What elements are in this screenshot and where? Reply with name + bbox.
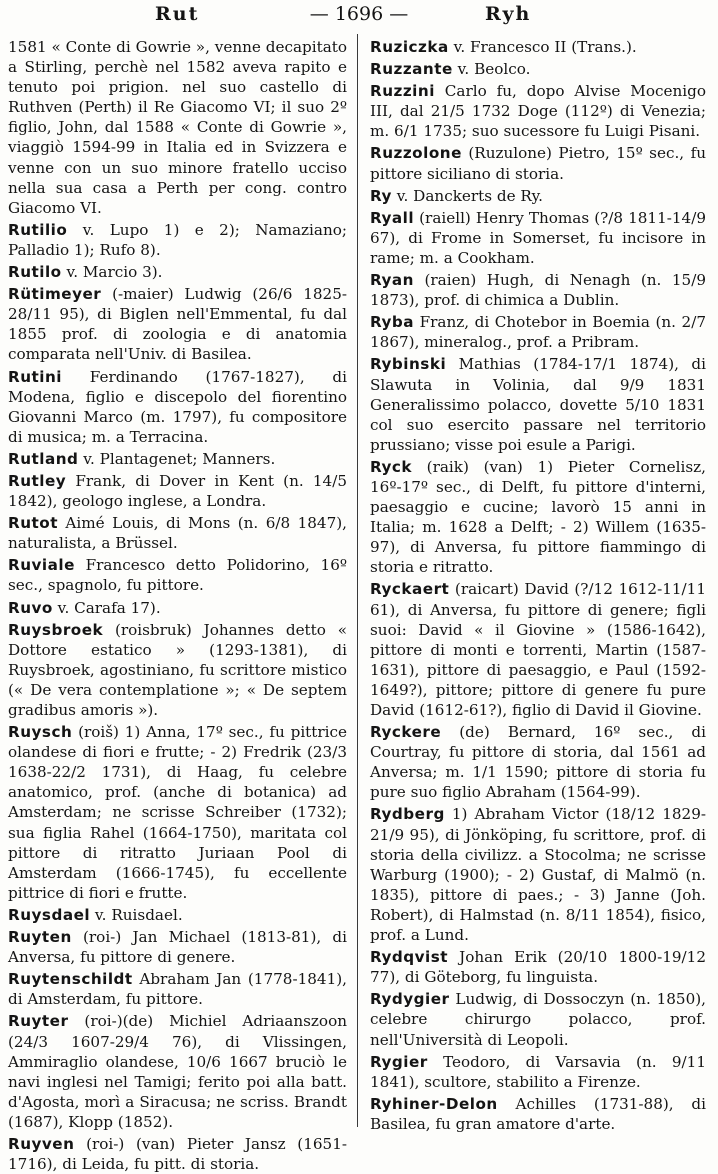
dictionary-entry — [370, 143, 706, 183]
entry-headword: Rydqvist — [370, 948, 449, 967]
dictionary-entry — [370, 579, 706, 720]
running-head-right: Ryh — [485, 3, 532, 25]
entry-headword: Ruysdael — [8, 905, 91, 924]
entry-text: (Ruzulone) Pietro, 15º sec., fu pittore siciliano di storia. — [370, 144, 706, 183]
dictionary-entry — [370, 312, 706, 352]
entry-text: Achilles (1731-88), di Basilea, fu gran amatore d'arte. — [370, 1094, 706, 1133]
dictionary-entry — [370, 37, 706, 57]
entry-headword: Rydygier — [370, 990, 450, 1009]
entry-text: (roiš) 1) Anna, 17º sec., fu pittrice olandese di fiori e frutte; - 2) Fredrik (23/3 1638-22/2 1731), di Haag, fu celebre anatomico, prof. (anche di botanica) ad Amsterdam; ne scrisse Schreiber (1732); sua figlia Rahel (1664-1750), maritata col pittore di ritratto Juriaan Pool di Amsterdam (1666-1745), fu eccellente pittrice di fiori e frutte. — [8, 723, 347, 902]
entry-text: v. Ruisdael. — [90, 905, 183, 924]
dictionary-entry — [8, 555, 347, 595]
entry-text: Ferdinando (1767-1827), di Modena, figlio e discepolo del fiorentino Giovanni Marco (m. 1797), fu compositore di musica; m. a Terracina. — [8, 367, 347, 446]
entry-headword: Rybinski — [370, 355, 447, 374]
entry-headword: Ruviale — [8, 556, 75, 575]
entry-text: (roisbruk) Johannes detto « Dottore estatico » (1293-1381), di Ruysbroek, agostiniano, fu scrittore mistico (« De vera contemplatione »; « De septem gradibus amoris »). — [8, 620, 347, 719]
entry-text: (de) Bernard, 16º sec., di Courtray, fu pittore di storia, dal 1561 ad Anversa; m. 1/1 1590; pittore di storia fu pure suo figlio Abraham (1564-99). — [370, 723, 706, 802]
entry-text: Frank, di Dover in Kent (n. 14/5 1842), geologo inglese, a Londra. — [8, 471, 347, 511]
entry-text: v. Francesco II (Trans.). — [448, 38, 637, 56]
dictionary-entry — [8, 1011, 347, 1132]
dictionary-entry — [370, 208, 706, 268]
dictionary-entry — [8, 513, 347, 553]
entry-headword: Rütimeyer — [8, 285, 102, 304]
entry-headword: Rutilio — [8, 220, 68, 239]
entry-headword: Ryhiner-Delon — [370, 1094, 498, 1113]
running-head-left: Rut — [155, 3, 200, 25]
entry-headword: Ruvo — [8, 598, 53, 617]
entry-headword: Ryan — [370, 271, 414, 290]
entry-headword: Ruziczka — [370, 38, 449, 56]
entry-headword: Ruzzolone — [370, 144, 462, 163]
entry-headword: Ruzzante — [370, 60, 453, 79]
entry-headword: Ryck — [370, 457, 413, 476]
entry-headword: Rydberg — [370, 805, 445, 824]
entry-text: Johan Erik (20/10 1800-19/12 77), di Göteborg, fu linguista. — [370, 948, 706, 987]
right-column — [370, 37, 706, 1133]
dictionary-entry — [8, 927, 347, 967]
dictionary-entry — [370, 81, 706, 141]
dictionary-entry — [370, 457, 706, 578]
dictionary-entry — [8, 471, 347, 511]
entry-text: v. Carafa 17). — [52, 598, 161, 617]
entry-text: (raicart) David (?/12 1612-11/11 61), di Anversa, fu pittore di genere; figli suoi: David « il Giovine » (1586-1642), pittore di monti e torrenti, Martin (1587-1631), pittore di paesaggio, e Paul (1592-1649?), pittore; pittore di genere fu pure David (1612-61?), figlio di David il Giovine. — [370, 580, 706, 719]
entry-headword: Ry — [370, 186, 392, 205]
dictionary-entry — [370, 186, 706, 206]
entry-headword: Rygier — [370, 1052, 428, 1071]
entry-text: (roi-)(de) Michiel Adriaanszoon (24/3 1607-29/4 76), di Vlissingen, Ammiraglio olandese, 10/6 1667 bruciò le navi inglesi nel Tamigi; ferito poi alla batt. d'Agosta, morì a Siracusa; ne scriss. Brandt (1687), Klopp (1852). — [8, 1012, 347, 1131]
dictionary-entry — [370, 947, 706, 987]
entry-headword: Ryckere — [370, 723, 442, 742]
dictionary-entry — [8, 449, 347, 469]
entry-headword: Ruyven — [8, 1134, 75, 1153]
dictionary-entry — [370, 270, 706, 310]
entry-text: v. Marcio 3). — [61, 263, 163, 282]
entry-text: Carlo fu, dopo Alvise Mocenigo III, dal 21/5 1732 Doge (112º) di Venezia; m. 6/1 1735; suo sucessore fu Luigi Pisani. — [370, 82, 706, 141]
dictionary-entry — [370, 1052, 706, 1092]
entry-text: v. Lupo 1) e 2); Namaziano; Palladio 1); Rufo 8). — [8, 220, 347, 259]
entry-headword: Rutot — [8, 514, 58, 533]
entry-text: v. Danckerts de Ry. — [391, 186, 543, 205]
entry-text: Teodoro, di Varsavia (n. 9/11 1841), scultore, stabilito a Firenze. — [370, 1052, 706, 1091]
dictionary-entry — [8, 37, 347, 218]
dictionary-entry — [8, 620, 347, 720]
dictionary-entry — [370, 1094, 706, 1134]
dictionary-entry — [370, 989, 706, 1049]
entry-text: Francesco detto Polidorino, 16º sec., spagnolo, fu pittore. — [8, 556, 347, 595]
dictionary-entry — [370, 354, 706, 454]
entry-text: (roi-) (van) Pieter Jansz (1651-1716), di Leida, fu pitt. di storia. — [8, 1134, 347, 1174]
entry-headword: Ruysch — [8, 723, 73, 742]
entry-headword: Ruytenschildt — [8, 970, 133, 989]
entry-headword: Ryall — [370, 208, 415, 227]
page-header — [0, 0, 718, 32]
entry-text: Franz, di Chotebor in Boemia (n. 2/7 1867), mineralog., prof. a Pribram. — [370, 313, 706, 352]
entry-text: Aimé Louis, di Mons (n. 6/8 1847), naturalista, a Brüssel. — [8, 514, 347, 553]
entry-headword: Ruyten — [8, 928, 72, 947]
entry-text: Ludwig, di Dossoczyn (n. 1850), celebre chirurgo polacco, prof. nell'Università di Leopoli. — [370, 990, 706, 1049]
entry-text: Abraham Jan (1778-1841), di Amsterdam, fu pittore. — [8, 970, 347, 1009]
column-divider — [357, 34, 358, 1127]
entry-headword: Rutley — [8, 471, 67, 490]
page-number: — 1696 — — [309, 3, 409, 25]
dictionary-entry — [370, 804, 706, 945]
entry-text: (raien) Hugh, di Nenagh (n. 15/9 1873), prof. di chimica a Dublin. — [370, 271, 706, 310]
dictionary-entry — [8, 598, 347, 618]
dictionary-entry — [8, 905, 347, 925]
dictionary-entry — [8, 367, 347, 447]
dictionary-entry — [8, 220, 347, 260]
dictionary-entry — [8, 262, 347, 282]
entry-text: v. Plantagenet; Manners. — [78, 449, 276, 468]
dictionary-entry — [8, 1134, 347, 1174]
entry-text: (raiell) Henry Thomas (?/8 1811-14/9 67), di Frome in Somerset, fu incisore in rame; m. a Cookham. — [370, 208, 706, 267]
entry-headword: Ruzzini — [370, 82, 435, 101]
entry-text: (raik) (van) 1) Pieter Cornelisz, 16º-17º sec., di Delft, fu pittore d'interni, paesaggio e cucine; lavorò 15 anni in Italia; m. 1628 a Delft; - 2) Willem (1635-97), di Anversa, fu pittore fiammingo di storia e ritratto. — [370, 457, 706, 577]
dictionary-entry — [370, 59, 706, 79]
entry-headword: Ryckaert — [370, 580, 450, 599]
entry-headword: Ruyter — [8, 1012, 69, 1031]
entry-text: 1) Abraham Victor (18/12 1829-21/9 95), di Jönköping, fu scrittore, prof. di storia della civilizz. a Stocolma; ne scrisse Warburg (1900); - 2) Gustaf, di Malmö (n. 1835), pittore di paes.; - 3) Janne (Joh. Robert), di Halmstad (n. 8/11 1854), fisico, prof. a Lund. — [370, 805, 706, 945]
entry-headword: Ryba — [370, 313, 415, 332]
entry-headword: Ruysbroek — [8, 620, 104, 639]
entry-text: (roi-) Jan Michael (1813-81), di Anversa, fu pittore di genere. — [8, 928, 347, 967]
entry-text: v. Beolco. — [452, 60, 531, 79]
dictionary-entry — [370, 722, 706, 802]
entry-text: Mathias (1784-17/1 1874), di Slawuta in Volinia, dal 9/9 1831 Generalissimo polacco, dovette 5/10 1831 col suo esercito passare nel territorio prussiano; visse poi esule a Parigi. — [370, 355, 706, 454]
dictionary-entry — [8, 722, 347, 903]
entry-headword: Rutilo — [8, 263, 62, 282]
dictionary-entry — [8, 284, 347, 364]
left-column — [8, 37, 347, 1174]
entry-text: (-maier) Ludwig (26/6 1825-28/11 95), di Biglen nell'Emmental, fu dal 1855 prof. di zoologia e di anatomia comparata nell'Univ. di Basilea. — [8, 285, 347, 364]
entry-text: 1581 « Conte di Gowrie », venne decapitato a Stirling, perchè nel 1582 aveva rapito e tenuto poi prigion. nel suo castello di Ruthven (Perth) il Re Giacomo VI; il suo 2º figlio, John, dal 1588 « Conte di Gowrie », viaggiò 1594-99 in Italia ed in Svizzera e venne con un suo minore fratello ucciso nella sua casa a Perth per cong. contro Giacomo VI. — [8, 38, 347, 217]
entry-headword: Rutini — [8, 367, 62, 386]
entry-headword: Rutland — [8, 449, 79, 468]
dictionary-entry — [8, 969, 347, 1009]
